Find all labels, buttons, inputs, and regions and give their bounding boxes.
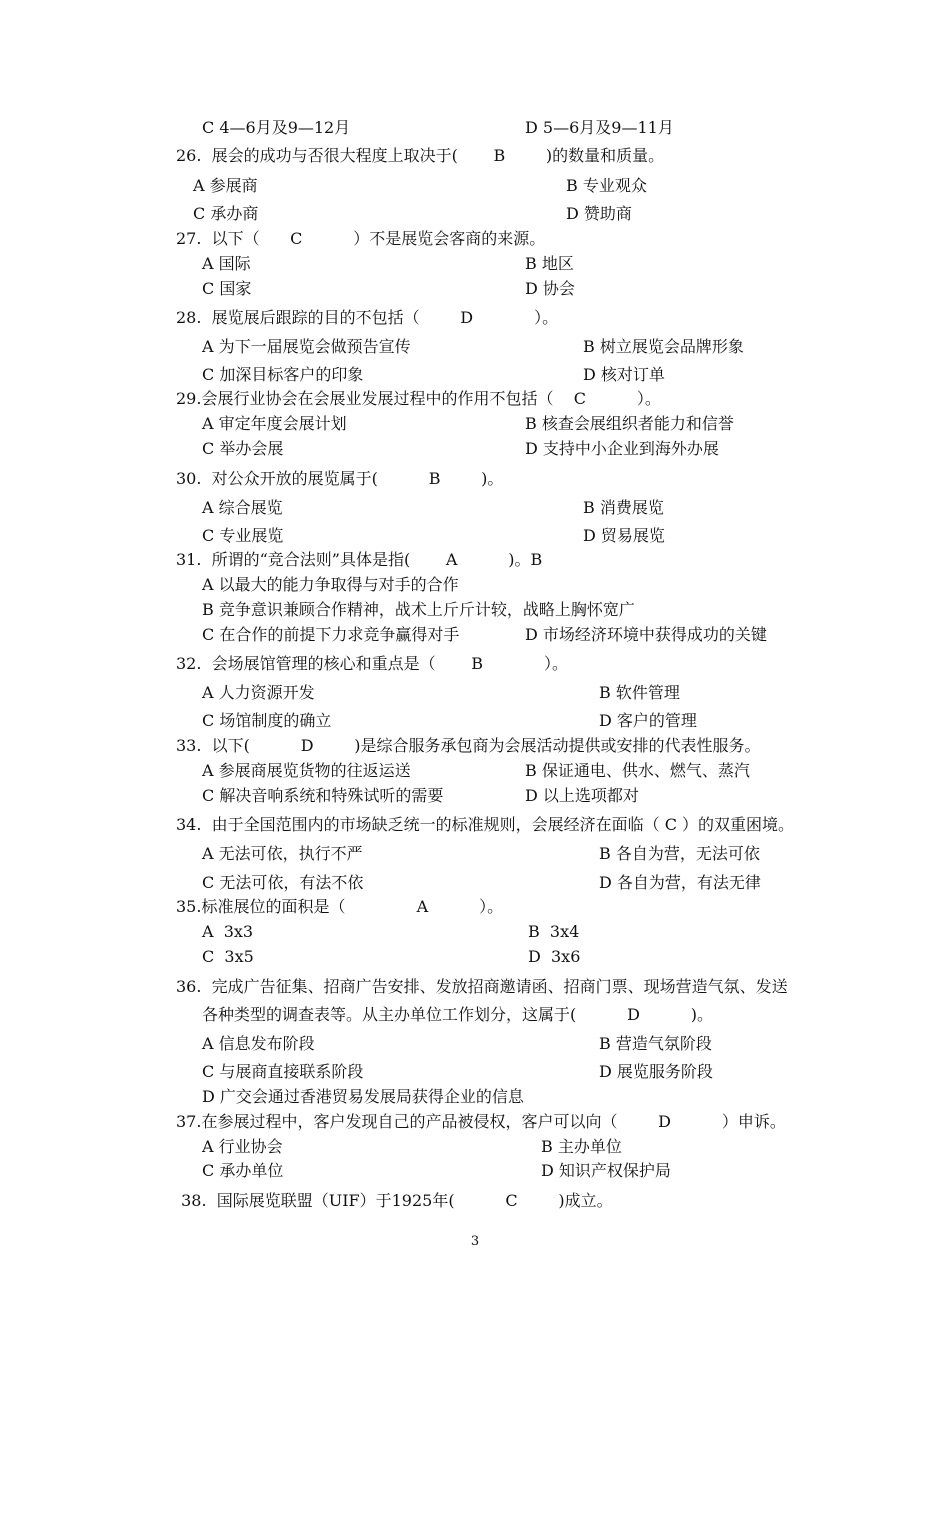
- opt-37-b: B 主办单位: [541, 1137, 622, 1156]
- opt-26-b: B 专业观众: [566, 176, 647, 195]
- opt-30-b: B 消费展览: [583, 498, 664, 517]
- opt-37-d: D 知识产权保护局: [541, 1161, 671, 1180]
- question-32: 32. 会场展馆管理的核心和重点是（ B ）。: [176, 654, 569, 673]
- question-28: 28. 展览展后跟踪的目的不包括（ D ）。: [176, 308, 559, 327]
- opt-26-d: D 赞助商: [566, 204, 632, 223]
- opt-34-c: C 无法可依，有法不依: [202, 873, 364, 892]
- opt-32-c: C 场馆制度的确立: [202, 711, 332, 730]
- opt-30-c: C 专业展览: [202, 526, 284, 545]
- opt-33-c: C 解决音响系统和特殊试听的需要: [202, 786, 444, 805]
- opt-30-d: D 贸易展览: [583, 526, 665, 545]
- opt-33-d: D 以上选项都对: [525, 786, 639, 805]
- opt-29-d: D 支持中小企业到海外办展: [525, 439, 719, 458]
- opt-37-a: A 行业协会: [202, 1137, 283, 1156]
- question-26: 26. 展会的成功与否很大程度上取决于( B )的数量和质量。: [176, 146, 665, 165]
- opt-26-c: C 承办商: [193, 204, 259, 223]
- opt-26-a: A 参展商: [193, 176, 258, 195]
- question-29: 29.会展行业协会在会展业发展过程中的作用不包括（ C ）。: [176, 389, 661, 408]
- opt-31-b: B 竞争意识兼顾合作精神，战术上斤斤计较，战略上胸怀宽广: [202, 600, 635, 619]
- opt-33-a: A 参展商展览货物的往返运送: [202, 761, 411, 780]
- opt-29-a: A 审定年度会展计划: [202, 414, 347, 433]
- opt-31-d: D 市场经济环境中获得成功的关键: [525, 625, 767, 644]
- opt-32-a: A 人力资源开发: [202, 683, 315, 702]
- question-30: 30. 对公众开放的展览属于( B )。: [176, 469, 504, 488]
- opt-35-a: A 3x3: [202, 922, 254, 941]
- opt-32-b: B 软件管理: [599, 683, 680, 702]
- question-31: 31. 所谓的“竞合法则”具体是指( A )。B: [176, 550, 543, 569]
- question-34: 34. 由于全国范围内的市场缺乏统一的标准规则，会展经济在面临（ C ）的双重困境。: [176, 815, 795, 834]
- question-35: 35.标准展位的面积是（ A ）。: [176, 897, 504, 916]
- opt-25-c: C 4—6月及9—12月: [202, 118, 351, 137]
- opt-25-d: D 5—6月及9—11月: [525, 118, 674, 137]
- page-number: 3: [470, 1234, 480, 1249]
- opt-34-b: B 各自为营，无法可依: [599, 844, 760, 863]
- question-38: 38. 国际展览联盟（UIF）于1925年( C )成立。: [176, 1191, 613, 1210]
- opt-32-d: D 客户的管理: [599, 711, 697, 730]
- opt-29-b: B 核查会展组织者能力和信誉: [525, 414, 734, 433]
- question-36: 36. 完成广告征集、招商广告安排、发放招商邀请函、招商门票、现场营造气氛、发送: [176, 977, 788, 996]
- opt-35-b: B 3x4: [528, 922, 580, 941]
- question-36-cont: 各种类型的调查表等。从主办单位工作划分，这属于( D )。: [202, 1005, 714, 1024]
- opt-36-b: B 营造气氛阶段: [599, 1034, 712, 1053]
- opt-28-a: A 为下一届展览会做预告宣传: [202, 337, 411, 356]
- opt-31-c: C 在合作的前提下力求竞争赢得对手: [202, 625, 460, 644]
- opt-35-d: D 3x6: [528, 947, 581, 966]
- opt-29-c: C 举办会展: [202, 439, 284, 458]
- question-37: 37.在参展过程中，客户发现自己的产品被侵权，客户可以向（ D ）申诉。: [176, 1112, 786, 1131]
- opt-31-a: A 以最大的能力争取得与对手的合作: [202, 575, 459, 594]
- opt-36-extra: D 广交会通过香港贸易发展局获得企业的信息: [202, 1087, 524, 1106]
- opt-30-a: A 综合展览: [202, 498, 283, 517]
- opt-34-a: A 无法可依，执行不严: [202, 844, 363, 863]
- opt-27-b: B 地区: [525, 254, 574, 273]
- opt-27-d: D 协会: [525, 279, 575, 298]
- opt-27-c: C 国家: [202, 279, 252, 298]
- opt-35-c: C 3x5: [202, 947, 254, 966]
- opt-28-b: B 树立展览会品牌形象: [583, 337, 744, 356]
- question-33: 33. 以下( D )是综合服务承包商为会展活动提供或安排的代表性服务。: [176, 736, 761, 755]
- opt-34-d: D 各自为营，有法无律: [599, 873, 761, 892]
- opt-27-a: A 国际: [202, 254, 251, 273]
- opt-36-d: D 展览服务阶段: [599, 1062, 713, 1081]
- opt-37-c: C 承办单位: [202, 1161, 284, 1180]
- opt-33-b: B 保证通电、供水、燃气、蒸汽: [525, 761, 750, 780]
- opt-36-a: A 信息发布阶段: [202, 1034, 315, 1053]
- opt-28-d: D 核对订单: [583, 365, 665, 384]
- opt-36-c: C 与展商直接联系阶段: [202, 1062, 364, 1081]
- question-27: 27. 以下（ C ）不是展览会客商的来源。: [176, 229, 546, 248]
- opt-28-c: C 加深目标客户的印象: [202, 365, 364, 384]
